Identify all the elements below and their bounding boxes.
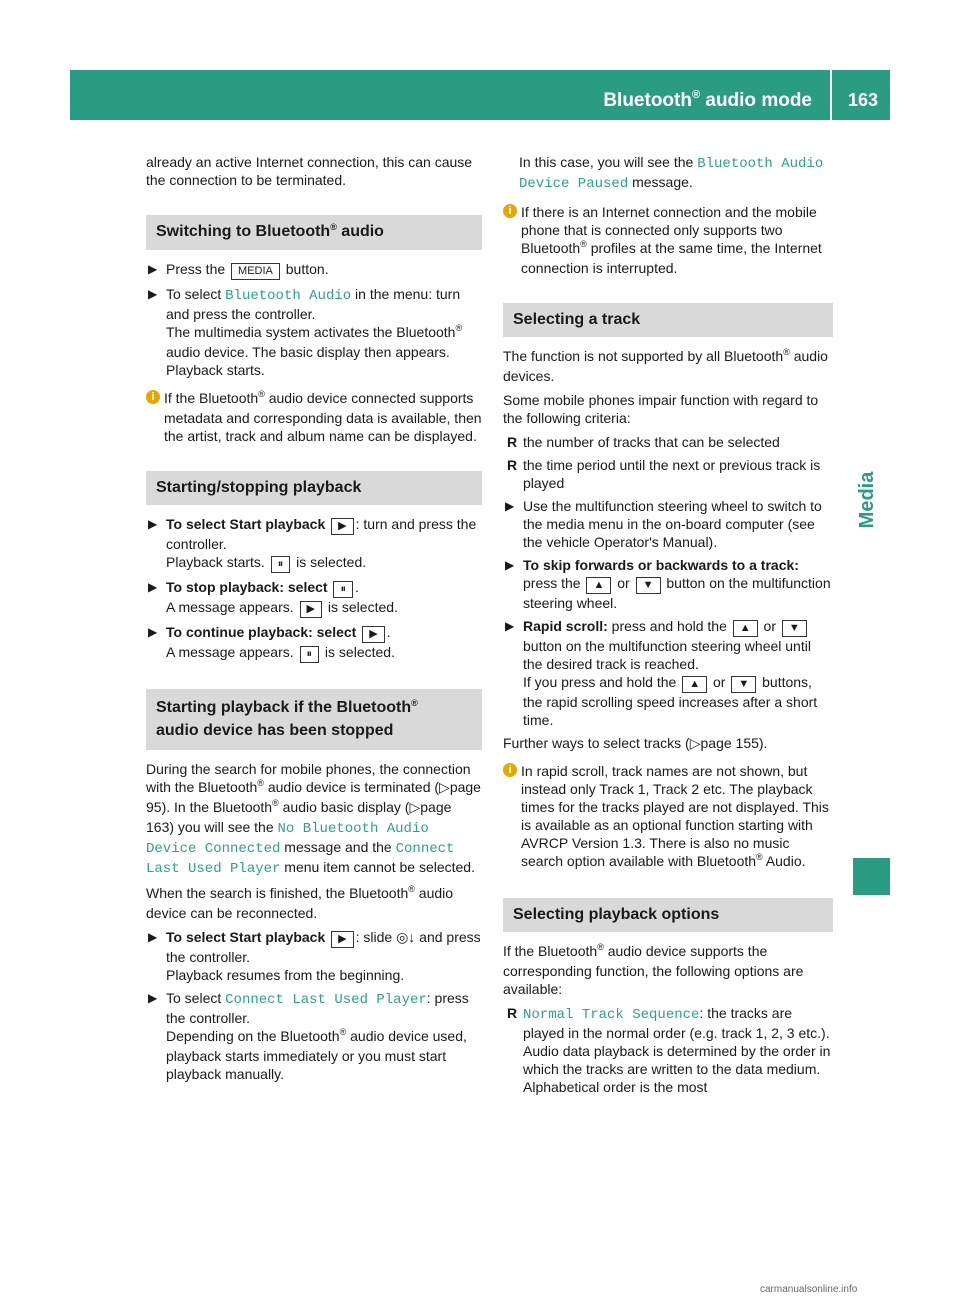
step-item: ▶ To select Start playback ▶ : turn and press the controller. Playback starts. ⏸ is selected. [146, 515, 482, 573]
bullet-item: R the time period until the next or previous track is played [507, 457, 821, 491]
step-item: ▶ To select Bluetooth Audio in the menu: turn and press the controller. The multimedia system activates the Bluetooth® audio device. The basic display then appears. Playback starts. [148, 286, 463, 378]
play-icon: ▶ [300, 601, 322, 618]
page-header [70, 70, 890, 120]
header-title: Bluetooth® audio mode [603, 89, 812, 111]
intro-paragraph: already an active Internet connection, this can cause the connection to be terminated. [146, 154, 473, 188]
section-starting-after-stop: Starting playback if the Bluetooth® audio device has been stopped [146, 689, 482, 750]
watermark-credit: carmanualsonline.info [760, 1284, 858, 1295]
media-key: MEDIA [231, 263, 280, 280]
up-icon: ▲ [586, 577, 611, 594]
play-icon: ▶ [331, 518, 353, 535]
section-switching: Switching to Bluetooth® audio [146, 215, 482, 250]
up-icon: ▲ [682, 676, 707, 693]
paragraph: The function is not supported by all Bluetooth® audio devices. [503, 347, 828, 384]
paragraph: In this case, you will see the Bluetooth Audio Device Paused message. [519, 154, 824, 192]
right-column [503, 153, 833, 1101]
pause-icon: ⏸ [300, 646, 320, 663]
section-playback-options: Selecting playback options [503, 898, 833, 932]
pause-icon: ⏸ [271, 556, 291, 573]
down-icon: ▼ [731, 676, 756, 693]
info-note: i If the Bluetooth® audio device connected supports metadata and corresponding data is available, then the artist, track and album name can be displayed. [146, 389, 482, 445]
info-icon: i [503, 763, 517, 777]
paragraph: When the search is finished, the Bluetooth® audio device can be reconnected. [146, 884, 454, 921]
page-number: 163 [847, 90, 878, 110]
bullet-item: R the number of tracks that can be selected [507, 434, 780, 450]
paragraph: Further ways to select tracks (▷page 155). [503, 735, 768, 751]
paragraph: Some mobile phones impair function with regard to the following criteria: [503, 392, 819, 426]
section-selecting-track: Selecting a track [503, 303, 833, 337]
info-icon: i [146, 390, 160, 404]
paragraph: If the Bluetooth® audio device supports the corresponding function, the following options are available: [503, 942, 804, 997]
step-item: ▶ To continue playback: select ▶ . A message appears. ⏸ is selected. [146, 623, 482, 663]
info-note: i In rapid scroll, track names are not shown, but instead only Track 1, Track 2 etc. The playback times for the tracks played are not displayed. This is available as an optional function starting with AVRCP Version 1.3. There is also no music search option available with Bluetooth® Audio. [503, 762, 833, 872]
step-item: ▶ Press the MEDIA button. [146, 260, 482, 280]
side-tab-block [853, 858, 890, 895]
bullet-item: R Normal Track Sequence: the tracks are played in the normal order (e.g. track 1, 2, 3 etc.). Audio data playback is determined by the order in which the tracks are written to the data medium. Alphabetical order is the most [507, 1005, 831, 1095]
step-item: ▶ Rapid scroll: press and hold the ▲ or ▼ button on the multifunction steering wheel until the desired track is reached. If you press and hold the ▲ or ▼ buttons, the rapid scrolling speed increases after a short time. [505, 618, 818, 728]
info-note: i If there is an Internet connection and the mobile phone that is connected only supports two Bluetooth® profiles at the same time, the Internet connection is interrupted. [503, 203, 833, 277]
side-section-label: Media [856, 471, 878, 529]
play-icon: ▶ [331, 931, 353, 948]
step-item: ▶ To select Start playback ▶ : slide ◎↓ and press the controller. Playback resumes from the beginning. [148, 929, 481, 983]
step-item: ▶ Use the multifunction steering wheel to switch to the media menu in the on-board computer (see the vehicle Operator's Manual). [505, 498, 822, 550]
play-icon: ▶ [362, 626, 384, 643]
step-item: ▶ To skip forwards or backwards to a track: press the ▲ or ▼ button on the multifunction steering wheel. [505, 557, 831, 611]
section-starting-stopping: Starting/stopping playback [146, 471, 482, 505]
up-icon: ▲ [733, 620, 758, 637]
left-column [146, 153, 482, 1088]
menu-item-ref: Bluetooth Audio [225, 288, 352, 304]
header-divider [830, 70, 832, 120]
down-icon: ▼ [782, 620, 807, 637]
paragraph: During the search for mobile phones, the connection with the Bluetooth® audio device is terminated (▷page 95). In the Bluetooth® audio basic display (▷page 163) you will see the No Bluetooth Audio Device Connected message and the Connect Last Used Player menu item cannot be selected. [146, 761, 481, 877]
step-item: ▶ To select Connect Last Used Player: press the controller. Depending on the Bluetooth® audio device used, playback starts immediately or you must start playback manually. [148, 990, 469, 1082]
slide-icon: ◎↓ [396, 929, 416, 945]
down-icon: ▼ [636, 577, 661, 594]
pause-icon: ⏸ [333, 581, 353, 598]
info-icon: i [503, 204, 517, 218]
step-item: ▶ To stop playback: select ⏸ . A message appears. ▶ is selected. [146, 578, 482, 618]
